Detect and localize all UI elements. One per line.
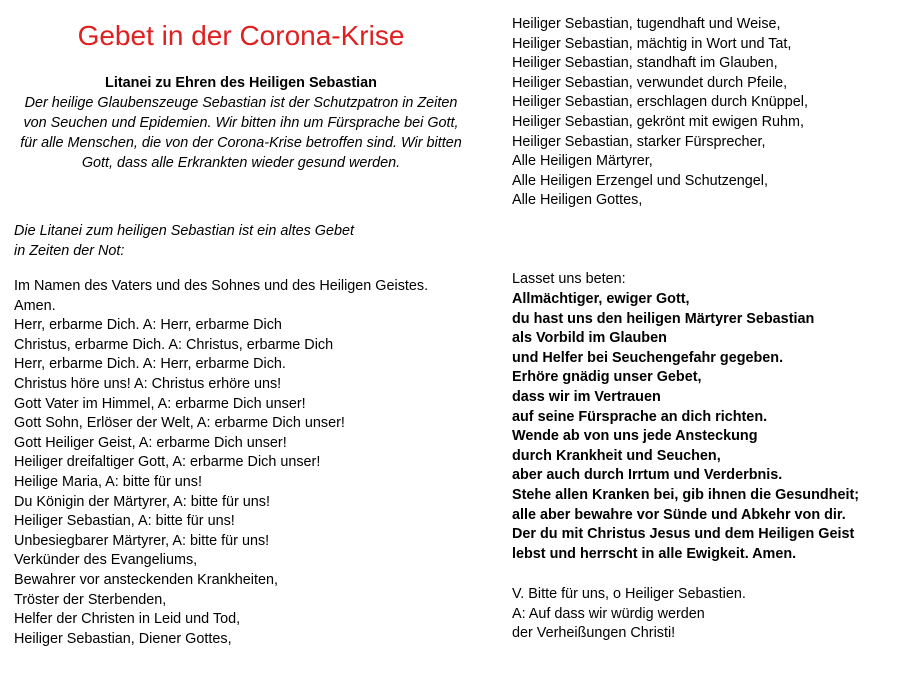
- litany-line: Heiliger Sebastian, verwundet durch Pfeile,: [512, 74, 788, 91]
- intro-line: Der heilige Glaubenszeuge Sebastian ist der Schutzpatron in Zeiten: [24, 95, 458, 111]
- litany-line: Unbesiegbarer Märtyrer, A: bitte für uns!: [14, 532, 270, 549]
- prayer-heading: [512, 270, 626, 290]
- litany-line: Heiliger Sebastian, starker Fürsprecher,: [512, 133, 766, 150]
- litany-line: Im Namen des Vaters und des Sohnes und des Heiligen Geistes.: [14, 278, 429, 294]
- document-subtitle: Litanei zu Ehren des Heiligen Sebastian: [105, 75, 377, 91]
- litany-line: Heiliger Sebastian, mächtig in Wort und Tat,: [512, 35, 792, 52]
- litany-note: [14, 222, 354, 261]
- intro-line: Gott, dass alle Erkrankten wieder gesund werden.: [81, 155, 401, 171]
- litany-line: Gott Heiliger Geist, A: erbarme Dich unser!: [14, 434, 287, 451]
- intro-line: für alle Menschen, die von der Corona-Krise betroffen sind. Wir bitten: [20, 135, 462, 151]
- note-line: Die Litanei zum heiligen Sebastian ist ein altes Gebet: [14, 223, 354, 239]
- prayer-line: Erhöre gnädig unser Gebet,: [512, 369, 702, 386]
- prayer-line: auf seine Fürsprache an dich richten.: [512, 408, 768, 425]
- litany-line: Herr, erbarme Dich. A: Herr, erbarme Dich.: [14, 356, 286, 373]
- prayer-line: als Vorbild im Glauben: [512, 330, 667, 347]
- intro-paragraph: [0, 93, 482, 173]
- litany-line: Verkünder des Evangeliums,: [14, 552, 198, 569]
- prayer-text: [512, 290, 859, 564]
- litany-line: Heiliger Sebastian, gekrönt mit ewigen Ruhm,: [512, 113, 804, 130]
- litany-line: Christus höre uns! A: Christus erhöre uns!: [14, 375, 282, 392]
- litany-line: Alle Heiligen Gottes,: [512, 192, 643, 209]
- litany-line: Helfer der Christen in Leid und Tod,: [14, 611, 241, 628]
- closing-line: der Verheißungen Christi!: [512, 625, 676, 642]
- intro-line: von Seuchen und Epidemien. Wir bitten ihn um Fürsprache bei Gott,: [23, 115, 459, 131]
- prayer-line: und Helfer bei Seuchengefahr gegeben.: [512, 349, 784, 366]
- litany-line: Heiliger Sebastian, erschlagen durch Knüppel,: [512, 94, 808, 111]
- litany-line: Tröster der Sterbenden,: [14, 591, 167, 608]
- prayer-line: Stehe allen Kranken bei, gib ihnen die Gesundheit;: [512, 486, 860, 503]
- closing-line: A: Auf dass wir würdig werden: [512, 605, 705, 622]
- prayer-line: du hast uns den heiligen Märtyrer Sebastian: [512, 310, 815, 327]
- litany-line: Heiliger Sebastian, Diener Gottes,: [14, 630, 232, 647]
- prayer-line: alle aber bewahre vor Sünde und Abkehr von dir.: [512, 506, 846, 523]
- litany-line: Gott Vater im Himmel, A: erbarme Dich unser!: [14, 395, 306, 412]
- litany-line: Gott Sohn, Erlöser der Welt, A: erbarme Dich unser!: [14, 415, 345, 432]
- litany-line: Heiliger Sebastian, standhaft im Glauben,: [512, 55, 778, 72]
- litany-line: Du Königin der Märtyrer, A: bitte für uns!: [14, 493, 270, 510]
- litany-line: Alle Heiligen Erzengel und Schutzengel,: [512, 172, 768, 189]
- document-title: Gebet in der Corona-Krise: [77, 20, 405, 51]
- note-line: in Zeiten der Not:: [14, 242, 125, 259]
- closing-line: V. Bitte für uns, o Heiliger Sebastien.: [512, 586, 746, 602]
- litany-line: Heilige Maria, A: bitte für uns!: [14, 473, 202, 490]
- litany-right-column: [512, 15, 808, 211]
- litany-line: Bewahrer vor ansteckenden Krankheiten,: [14, 571, 278, 588]
- prayer-line: dass wir im Vertrauen: [512, 388, 661, 405]
- prayer-line: Wende ab von uns jede Ansteckung: [512, 428, 758, 445]
- litany-line: Heiliger Sebastian, tugendhaft und Weise,: [512, 16, 781, 32]
- litany-line: Heiliger dreifaltiger Gott, A: erbarme Dich unser!: [14, 454, 321, 471]
- prayer-line: durch Krankheit und Seuchen,: [512, 447, 721, 464]
- litany-line: Heiliger Sebastian, A: bitte für uns!: [14, 513, 235, 530]
- litany-line: Herr, erbarme Dich. A: Herr, erbarme Dich: [14, 317, 282, 334]
- litany-line: Amen.: [14, 297, 56, 314]
- litany-line: Christus, erbarme Dich. A: Christus, erbarme Dich: [14, 336, 334, 353]
- prayer-line: Allmächtiger, ewiger Gott,: [512, 291, 690, 307]
- closing-versicle: [512, 585, 746, 644]
- litany-line: Alle Heiligen Märtyrer,: [512, 153, 653, 170]
- prayer-intro-line: Lasset uns beten:: [512, 271, 626, 287]
- prayer-line: aber auch durch Irrtum und Verderbnis.: [512, 467, 783, 484]
- prayer-line: lebst und herrscht in alle Ewigkeit. Amen.: [512, 545, 797, 562]
- litany-left-column: [14, 277, 428, 649]
- prayer-line: Der du mit Christus Jesus und dem Heiligen Geist: [512, 526, 855, 543]
